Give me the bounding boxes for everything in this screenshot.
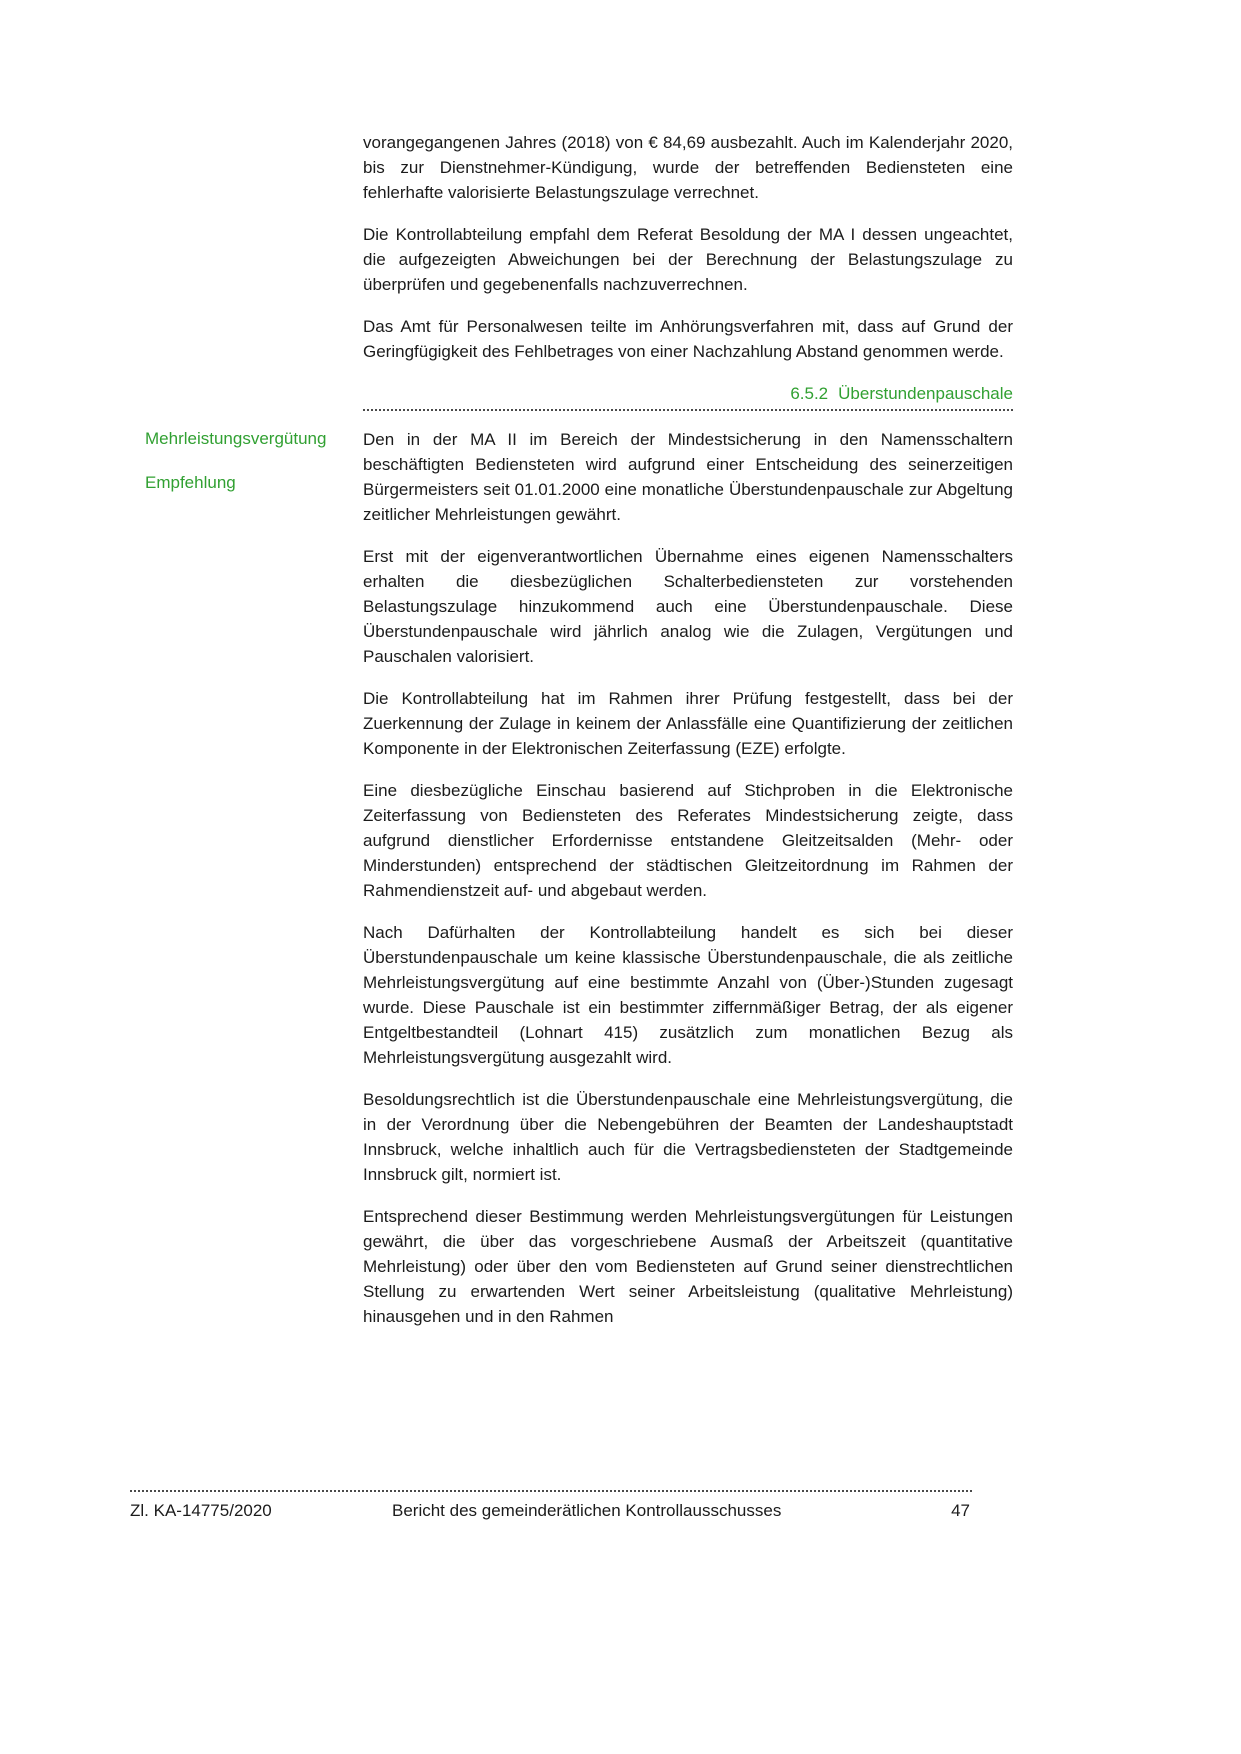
- footer-divider: [130, 1490, 972, 1492]
- footer-report-title: Bericht des gemeinderätlichen Kontrollausschusses: [392, 1501, 782, 1520]
- footer-page-number: 47: [951, 1501, 970, 1520]
- paragraph: Die Kontrollabteilung empfahl dem Referat Besoldung der MA I dessen ungeachtet, die aufgezeigten Abweichungen bei der Berechnung der Belastungszulage zu überprüfen und gegebenenfalls nachzuverrechnen.: [363, 225, 1013, 294]
- paragraph: Entsprechend dieser Bestimmung werden Mehrleistungsvergütungen für Leistungen gewährt, die über das vorgeschriebene Ausmaß der Arbeitszeit (quantitative Mehrleistung) oder über den vom Bediensteten auf Grund seiner dienstrechtlichen Stellung zu erwartenden Wert seiner Arbeitsleistung (qualitative Mehrleistung) hinausgehen und in den Rahmen: [363, 1207, 1013, 1326]
- paragraph: Nach Dafürhalten der Kontrollabteilung handelt es sich bei dieser Überstundenpauschale um keine klassische Überstundenpauschale, die als zeitliche Mehrleistungsvergütung auf eine bestimmte Anzahl von (Über-)Stunden zugesagt wurde. Diese Pauschale ist ein bestimmter ziffernmäßiger Betrag, der als eigener Entgeltbestandteil (Lohnart 415) zusätzlich zum monatlichen Bezug als Mehrleistungsvergütung ausgezahlt wird.: [363, 923, 1013, 1067]
- text-column: [145, 130, 1013, 1346]
- section-heading-divider: [363, 409, 1013, 411]
- section-heading-title: Überstundenpauschale: [838, 384, 1013, 403]
- section-heading: [363, 381, 1013, 406]
- footer-reference: Zl. KA-14775/2020: [130, 1501, 272, 1520]
- paragraph: Besoldungsrechtlich ist die Überstundenpauschale eine Mehrleistungsvergütung, die in der Verordnung über die Nebengebühren der Beamten der Landeshauptstadt Innsbruck, welche inhaltlich auch für die Vertragsbediensteten der Stadtgemeinde Innsbruck gilt, normiert ist.: [363, 1090, 1013, 1184]
- paragraph: Das Amt für Personalwesen teilte im Anhörungsverfahren mit, dass auf Grund der Geringfügigkeit des Fehlbetrages von einer Nachzahlung Abstand genommen werde.: [363, 317, 1013, 361]
- page-footer: [130, 1490, 972, 1525]
- paragraph: Den in der MA II im Bereich der Mindestsicherung in den Namensschaltern beschäftigten Bediensteten wird aufgrund einer Entscheidung des seinerzeitigen Bürgermeisters seit 01.01.2000 eine monatliche Überstundenpauschale zur Abgeltung zeitlicher Mehrleistungen gewährt.: [363, 430, 1013, 524]
- paragraph: vorangegangenen Jahres (2018) von € 84,69 ausbezahlt. Auch im Kalenderjahr 2020, bis zur Dienstnehmer-Kündigung, wurde der betreffenden Bediensteten eine fehlerhafte valorisierte Belastungszulage verrechnet.: [363, 133, 1013, 202]
- margin-label-empfehlung: Empfehlung: [145, 473, 236, 492]
- footer-row: [130, 1501, 972, 1525]
- paragraph: Erst mit der eigenverantwortlichen Übernahme eines eigenen Namensschalters erhalten die diesbezüglichen Schalterbediensteten zur vorstehenden Belastungszulage hinzukommend auch eine Überstundenpauschale. Diese Überstundenpauschale wird jährlich analog wie die Zulagen, Vergütungen und Pauschalen valorisiert.: [363, 547, 1013, 666]
- section-first-block: [145, 427, 1013, 527]
- paragraph: Die Kontrollabteilung hat im Rahmen ihrer Prüfung festgestellt, dass bei der Zuerkennung der Zulage in keinem der Anlassfälle eine Quantifizierung der zeitlichen Komponente in der Elektronischen Zeiterfassung (EZE) erfolgte.: [363, 689, 1013, 758]
- paragraph: Eine diesbezügliche Einschau basierend auf Stichproben in die Elektronische Zeiterfassung von Bediensteten des Referates Mindestsicherung zeigte, dass aufgrund dienstlicher Erfordernisse entstandene Gleitzeitsalden (Mehr- oder Minderstunden) entsprechend der städtischen Gleitzeitordnung im Rahmen der Rahmendienstzeit auf- und abgebaut werden.: [363, 781, 1013, 900]
- margin-label-mehrleistungsverguetung: Mehrleistungsvergütung: [145, 429, 327, 448]
- section-heading-number: 6.5.2: [790, 384, 829, 403]
